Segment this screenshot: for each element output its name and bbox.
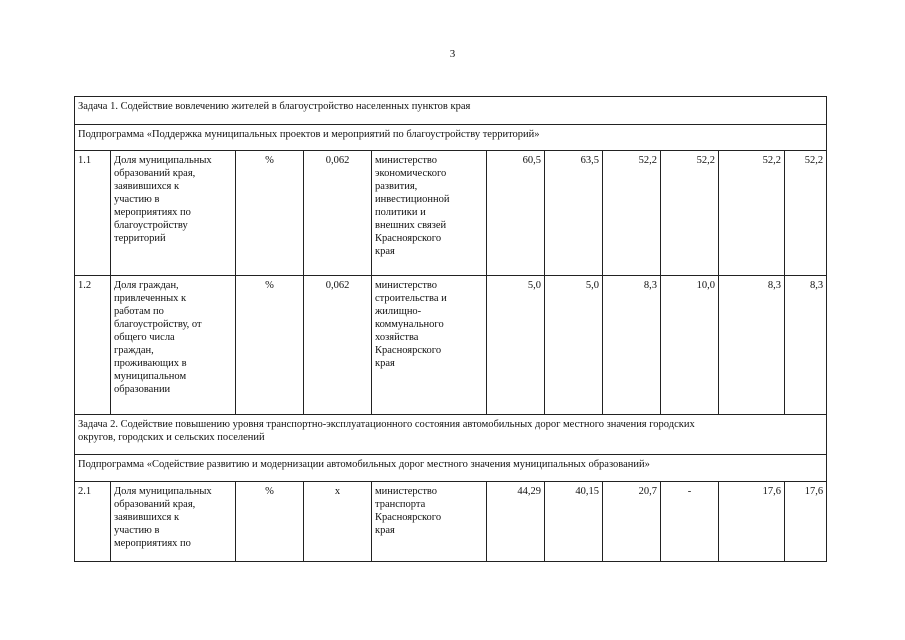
task-heading: Задача 2. Содействие повышению уровня транспортно-эксплуатационного состояния автомобильных дорог местного значения городских округов, городских и сельских поселений [75,415,827,455]
ministry-cell: министерство экономического развития, инвестиционной политики и внешних связей Красноярского края [372,151,487,276]
value-cell: 44,29 [487,482,545,562]
value-cell: 52,2 [603,151,661,276]
weight-cell: 0,062 [304,276,372,415]
value-cell: 60,5 [487,151,545,276]
value-cell: 8,3 [719,276,785,415]
value-cell: 17,6 [719,482,785,562]
subprogram-row [75,455,827,482]
value-cell: 5,0 [487,276,545,415]
subprogram-heading: Подпрограмма «Содействие развитию и модернизации автомобильных дорог местного значения муниципальных образований» [75,455,827,482]
unit-cell: % [236,276,304,415]
weight-cell: x [304,482,372,562]
task-heading: Задача 1. Содействие вовлечению жителей в благоустройство населенных пунктов края [75,97,827,125]
table-row [75,151,827,276]
subprogram-row [75,125,827,151]
indicator-name: Доля граждан, привлеченных к работам по благоустройству, от общего числа граждан, проживающих в муниципальном образовании [111,276,236,415]
value-cell: 20,7 [603,482,661,562]
weight-cell: 0,062 [304,151,372,276]
value-cell: - [661,482,719,562]
subprogram-heading: Подпрограмма «Поддержка муниципальных проектов и мероприятий по благоустройству территорий» [75,125,827,151]
value-cell: 8,3 [785,276,827,415]
unit-cell: % [236,151,304,276]
value-cell: 63,5 [545,151,603,276]
task-row [75,415,827,455]
task-row [75,97,827,125]
indicator-name: Доля муниципальных образований края, заявившихся к участию в мероприятиях по благоустройству территорий [111,151,236,276]
value-cell: 52,2 [661,151,719,276]
value-cell: 5,0 [545,276,603,415]
row-number: 1.1 [75,151,111,276]
indicator-name: Доля муниципальных образований края, заявившихся к участию в мероприятиях по [111,482,236,562]
value-cell: 40,15 [545,482,603,562]
table-row [75,482,827,562]
row-number: 2.1 [75,482,111,562]
indicators-table [74,96,827,562]
row-number: 1.2 [75,276,111,415]
value-cell: 52,2 [719,151,785,276]
table-row [75,276,827,415]
unit-cell: % [236,482,304,562]
ministry-cell: министерство строительства и жилищно- коммунального хозяйства Красноярского края [372,276,487,415]
value-cell: 10,0 [661,276,719,415]
value-cell: 17,6 [785,482,827,562]
ministry-cell: министерство транспорта Красноярского края [372,482,487,562]
value-cell: 52,2 [785,151,827,276]
page-number: 3 [449,48,456,60]
value-cell: 8,3 [603,276,661,415]
